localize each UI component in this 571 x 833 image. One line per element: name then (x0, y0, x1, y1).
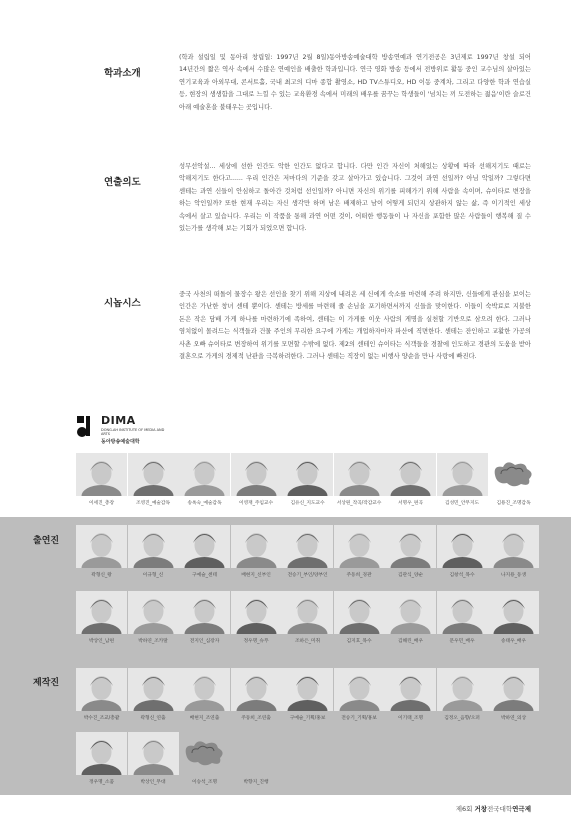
person-caption: 구예슬_센테 (192, 573, 217, 578)
person-photo (128, 732, 179, 775)
person-caption: 전승기_기획/홍보 (341, 716, 377, 721)
person-photo (76, 591, 127, 634)
logo-name: DIMA (101, 414, 136, 427)
staff-card (437, 453, 488, 506)
person-caption: 전승기_부인/양부인 (287, 573, 328, 578)
person-photo (282, 525, 333, 568)
person-photo (282, 591, 333, 634)
dima-logo (77, 413, 277, 453)
person-photo (334, 525, 385, 568)
person-card (282, 525, 333, 578)
cast-band (0, 517, 571, 795)
person-photo (385, 668, 436, 711)
person-photo (488, 591, 539, 634)
footer-prefix: 제6회 (455, 805, 475, 813)
section-body: 성무선악설... 세상에 선한 인간도 악한 인간도 없다고 합니다. 다만 인간 자신이 처해있는 상황에 따라 선해지기도 때로는 악해지기도 한다고...... 우리 인간은 저마다의 기준을 갖고 살아가고 있습니다. 그것이 과연 선일까? 아님 악일까? 그렇다면 센테는 과연 신들이 안심하고 돌아간 것처럼 선인일까? 아니면 자신의 위기를 피해가기 위해 사람을 속이며, 슈이타로 변장을 하는 악인일까? 또한 현재 우리는 자신 생각만 하며 남은 배제하고 남이 어떻게 되던지 상관하지 않는 삶, 즉 이기적인 세상 속에서 살고 있습니다. 우리는 이 작품을 통해 과연 어떤 것이, 어떠한 행동들이 나 자신을 포함한 많은 사람들이 행복해 질 수 있는가를 생각해 보는 기회가 되었으면 합니다. (179, 163, 531, 233)
person-card (76, 525, 127, 578)
person-photo (437, 525, 488, 568)
person-caption: 조영진_예술감독 (135, 501, 171, 506)
person-card (179, 591, 230, 644)
footer-middle: 전국대학 (487, 805, 513, 813)
person-card (76, 591, 127, 644)
person-photo (231, 591, 282, 634)
staff-card (76, 453, 127, 506)
person-caption: 김성민_안무지도 (444, 501, 480, 506)
person-caption: 박향지_진행 (243, 780, 269, 785)
person-card (179, 525, 230, 578)
person-caption: 전지인_심장자 (189, 639, 220, 644)
person-caption: 김창석_목수 (449, 573, 475, 578)
person-card (128, 668, 179, 721)
section-label: 시놉시스 (104, 298, 141, 309)
person-photo (128, 453, 179, 496)
person-card (76, 732, 127, 785)
person-caption: 곽형신_연출 (140, 716, 166, 721)
crew-label: 제작진 (33, 678, 60, 688)
person-photo (76, 668, 127, 711)
person-card (385, 668, 436, 721)
person-caption: 나지용_동생 (501, 573, 526, 578)
dima-logo-icon (77, 416, 94, 438)
person-card (385, 591, 436, 644)
person-caption: 송태우_배우 (501, 639, 526, 644)
person-photo (231, 453, 282, 496)
footer-bold: 거창 (474, 805, 488, 813)
section-label: 연출의도 (104, 177, 141, 188)
section-synopsis (0, 287, 571, 397)
person-caption: 이기태_조명 (398, 716, 423, 721)
person-photo (179, 525, 230, 568)
person-caption: 배현지_신부인 (241, 573, 271, 578)
person-photo (488, 668, 539, 711)
person-card (231, 668, 282, 721)
person-caption: 이세진_총장 (89, 501, 114, 506)
person-caption: 김유신_지도교수 (290, 501, 325, 506)
section-body: (학과 설립일 및 동아리 창립일: 1997년 2월 8일)동아방송예술대학 방송연예과 연기전공은 3년제로 1997년 창설 되어 14년간의 짧은 역사 속에서 수많은 연예인을 배출한 학과입니다. 연극 영화 방송 등에서 전방위로 활동 중인 교수님의 살아있는 연기교육과 아외무대, 콘서트홀, 국내 최고의 디마 종합 촬영소, HD TV스튜디오, HD 이동 중계차, 그리고 다양한 학과 연습실 등, 현장의 생생함을 그대로 느낄 수 있는 교육환경 속에서 미래의 배우를 꿈꾸는 학생들이 '넘치는 끼 도전하는 젊음'이란 슬로건 아래 예술혼을 불태우는 곳입니다. (179, 54, 531, 111)
staff-card (231, 453, 282, 506)
person-photo (334, 668, 385, 711)
person-caption: 김관식_양순 (398, 573, 423, 578)
person-card (128, 591, 179, 644)
person-card (282, 591, 333, 644)
cast-label: 출연진 (33, 536, 60, 546)
person-card (385, 525, 436, 578)
person-caption: 주동희_조연출 (241, 716, 271, 721)
person-photo (231, 668, 282, 711)
staff-card (282, 453, 333, 506)
footer (456, 804, 531, 813)
logo-subtitle: DONG-AH INSTITUTE OF MEDIA AND ARTS (101, 428, 165, 437)
person-caption: 주동희_경관 (346, 573, 372, 578)
person-caption: 박하연_의상 (501, 716, 526, 721)
section-direction (0, 161, 571, 281)
person-caption: 박수진_조교/총괄 (83, 716, 120, 721)
person-card (488, 591, 539, 644)
staff-card (334, 453, 385, 506)
person-caption: 문우민_배우 (449, 639, 475, 644)
person-caption: 김용진_조명감독 (496, 501, 531, 506)
person-photo (179, 591, 230, 634)
section-body: 중국 사천의 떠돌이 물장수 왕은 선인을 찾기 위해 지상에 내려온 세 신에게 숙소를 마련해 주려 하지만, 신들에게 관심을 보이는 인간은 가난한 창녀 센테 뿐이다. 센테는 방세를 마련해 줄 손님을 포기하면서까지 신들을 맞이한다. 이들이 숙박료로 지불한 돈은 작은 담배 가게 하나를 마련하기에 족하여, 센테는 이 가게를 이웃 사람의 게명을 실천할 기반으로 삼으려 한다. 그러나 염치없이 몰려드는 식객들과 건물 주인의 무리한 요구에 가게는 개업하자마자 파산에 직면한다. 센테는 잔인하고 교활한 가공의 사촌 오빠 슈이타로 변장하여 위기를 모면할 수밖에 없다. 제2의 센테인 슈이타는 식객들을 경찰에 인도하고 경관의 도움을 받아 결혼으로 가게의 경제적 난관을 극복하려한다. 그러나 센테는 직장이 없는 비행사 양순을 만나 사랑에 빠진다. (179, 291, 531, 361)
person-card (334, 668, 385, 721)
staff-row (76, 453, 566, 513)
person-photo (282, 453, 333, 496)
person-photo (128, 525, 179, 568)
person-caption: 김정오_음향/오퍼 (444, 716, 480, 721)
staff-card (488, 453, 539, 506)
person-photo (437, 668, 488, 711)
person-photo (385, 591, 436, 634)
person-card (179, 668, 230, 721)
person-photo (437, 453, 488, 496)
staff-card (128, 453, 179, 506)
person-card (179, 732, 230, 785)
person-photo (385, 525, 436, 568)
person-card (437, 591, 488, 644)
decorative-blob-icon (231, 732, 282, 775)
person-card (488, 525, 539, 578)
person-photo (128, 591, 179, 634)
person-caption: 조하은_미취 (295, 639, 320, 644)
person-caption: 이승석_조명 (192, 780, 217, 785)
person-caption: 박하연_조카딸 (138, 639, 168, 644)
person-caption: 서명우_편곡 (398, 501, 423, 506)
decorative-blob-icon (179, 732, 230, 775)
person-caption: 김해린_배우 (398, 639, 423, 644)
person-caption: 배현지_조연출 (189, 716, 220, 721)
person-card (231, 591, 282, 644)
logo-korean: 동아방송예술대학 (101, 439, 140, 445)
section-label: 학과소개 (104, 68, 141, 79)
person-photo (179, 668, 230, 711)
person-card (128, 732, 179, 785)
person-photo (437, 591, 488, 634)
person-caption: 이규형_신 (142, 573, 164, 578)
person-card (334, 591, 385, 644)
person-photo (334, 591, 385, 634)
person-photo (76, 732, 127, 775)
person-caption: 이영재_주임교수 (238, 501, 274, 506)
person-card (128, 525, 179, 578)
person-caption: 구예슬_기획/홍보 (289, 716, 326, 721)
person-card (488, 668, 539, 721)
person-card (231, 732, 282, 785)
person-photo (334, 453, 385, 496)
person-photo (179, 453, 230, 496)
decorative-blob-icon (488, 453, 539, 496)
person-photo (128, 668, 179, 711)
person-photo (231, 525, 282, 568)
footer-bold2: 연극제 (512, 805, 531, 813)
person-caption: 송옥숙_예술감독 (187, 501, 222, 506)
person-photo (488, 525, 539, 568)
person-caption: 박상인_무대 (140, 780, 166, 785)
person-card (76, 668, 127, 721)
person-caption: 김지호_목수 (346, 639, 372, 644)
person-caption: 정우명_슈푸 (243, 639, 269, 644)
person-card (437, 668, 488, 721)
staff-card (385, 453, 436, 506)
person-photo (385, 453, 436, 496)
person-caption: 정우명_소품 (89, 780, 114, 785)
person-caption: 곽형신_왕 (91, 573, 112, 578)
staff-card (179, 453, 230, 506)
person-card (334, 525, 385, 578)
person-photo (282, 668, 333, 711)
section-department (0, 37, 571, 147)
person-card (231, 525, 282, 578)
person-card (282, 668, 333, 721)
person-card (437, 525, 488, 578)
person-caption: 서상원_작곡/작감교수 (336, 501, 382, 506)
person-photo (76, 453, 127, 496)
person-caption: 박상인_남편 (89, 639, 114, 644)
person-photo (76, 525, 127, 568)
